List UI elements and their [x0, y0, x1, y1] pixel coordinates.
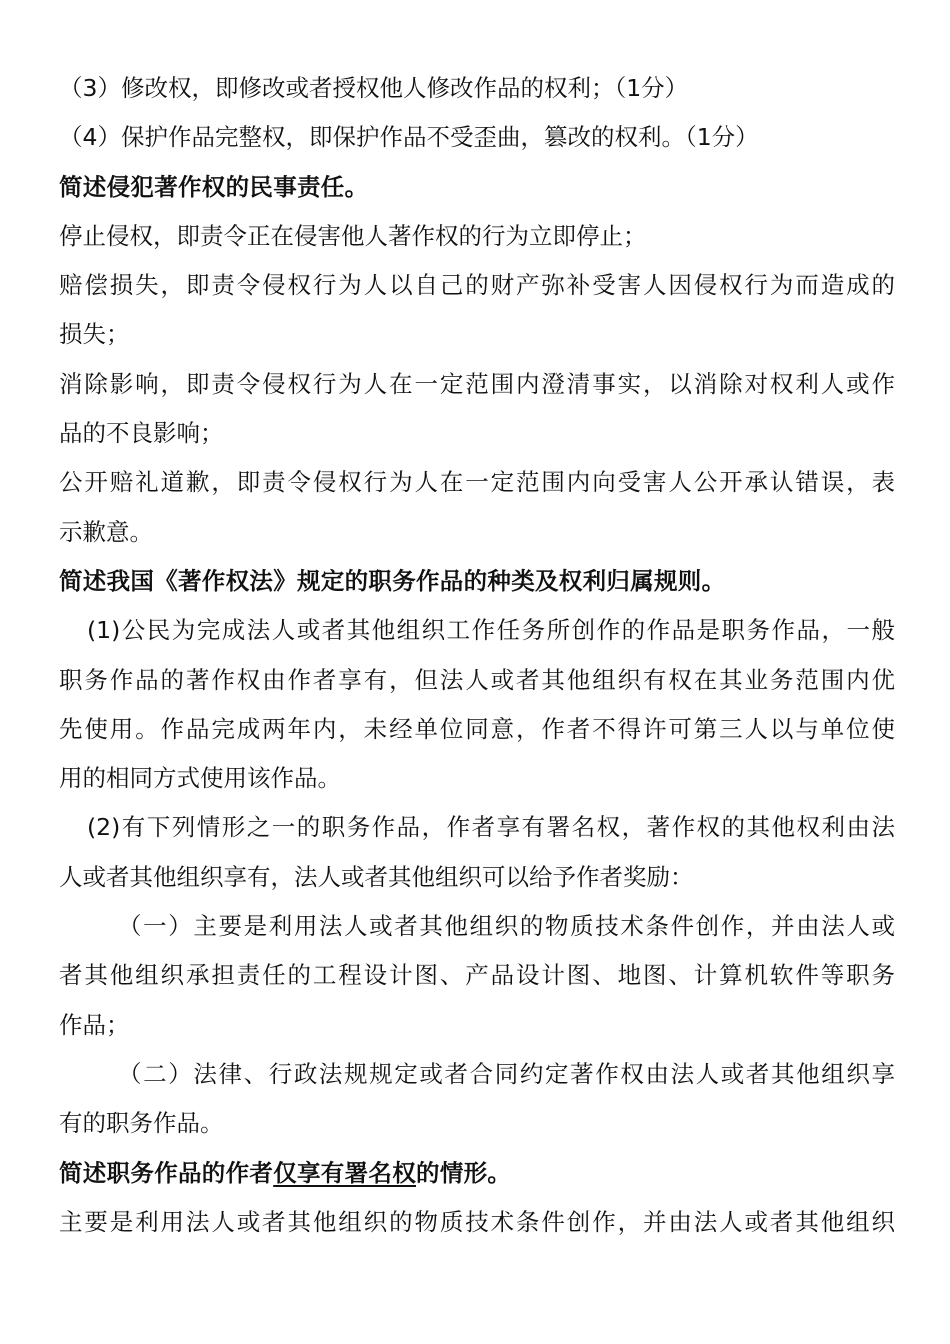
section-heading	[59, 1149, 895, 1198]
text-line: (1)公民为完成法人或者其他组织工作任务所创作的作品是职务作品，一般	[87, 616, 895, 645]
text-line: 公开赔礼道歉，即责令侵权行为人在一定范围内向受害人公开承认错误，表	[59, 468, 895, 497]
text-line: （一）主要是利用法人或者其他组织的物质技术条件创作，并由法人或	[118, 912, 895, 941]
text-line: 有的职务作品。	[59, 1109, 224, 1138]
heading-part: 的情形。	[416, 1158, 512, 1187]
text-line: 作品；	[59, 1010, 130, 1039]
text-line: （3）修改权，即修改或者授权他人修改作品的权利；（1分）	[59, 74, 689, 102]
heading-part: 简述职务作品的作者	[59, 1158, 274, 1187]
document-page	[59, 64, 895, 1247]
text-line: 停止侵权，即责令正在侵害他人著作权的行为立即停止；	[59, 221, 647, 250]
text-line: （二）法律、行政法规规定或者合同约定著作权由法人或者其他组织享	[118, 1059, 895, 1088]
text-line: 赔偿损失，即责令侵权行为人以自己的财产弥补受害人因侵权行为而造成的	[59, 271, 895, 300]
text-line: （4）保护作品完整权，即保护作品不受歪曲，篡改的权利。（1分）	[59, 123, 759, 152]
text-line: 者其他组织承担责任的工程设计图、产品设计图、地图、计算机软件等职务	[59, 961, 895, 990]
section-heading: 简述我国《著作权法》规定的职务作品的种类及权利归属规则。	[59, 566, 726, 595]
text-line: 主要是利用法人或者其他组织的物质技术条件创作，并由法人或者其他组织	[59, 1207, 895, 1236]
text-line: 损失；	[59, 320, 130, 349]
text-line: (2)有下列情形之一的职务作品，作者享有署名权，著作权的其他权利由法	[87, 813, 895, 842]
text-line: 人或者其他组织享有，法人或者其他组织可以给予作者奖励：	[59, 862, 694, 891]
underlined-phrase: 仅享有署名权	[273, 1158, 417, 1187]
section-heading: 简述侵犯著作权的民事责任。	[59, 172, 369, 201]
text-line: 品的不良影响；	[59, 419, 224, 448]
text-line: 消除影响，即责令侵权行为人在一定范围内澄清事实，以消除对权利人或作	[59, 369, 895, 398]
text-line: 职务作品的著作权由作者享有，但法人或者其他组织有权在其业务范围内优	[59, 665, 895, 694]
text-line: 先使用。作品完成两年内，未经单位同意，作者不得许可第三人以与单位使	[59, 714, 895, 743]
text-line: 示歉意。	[59, 517, 153, 546]
text-line: 用的相同方式使用该作品。	[59, 764, 341, 793]
